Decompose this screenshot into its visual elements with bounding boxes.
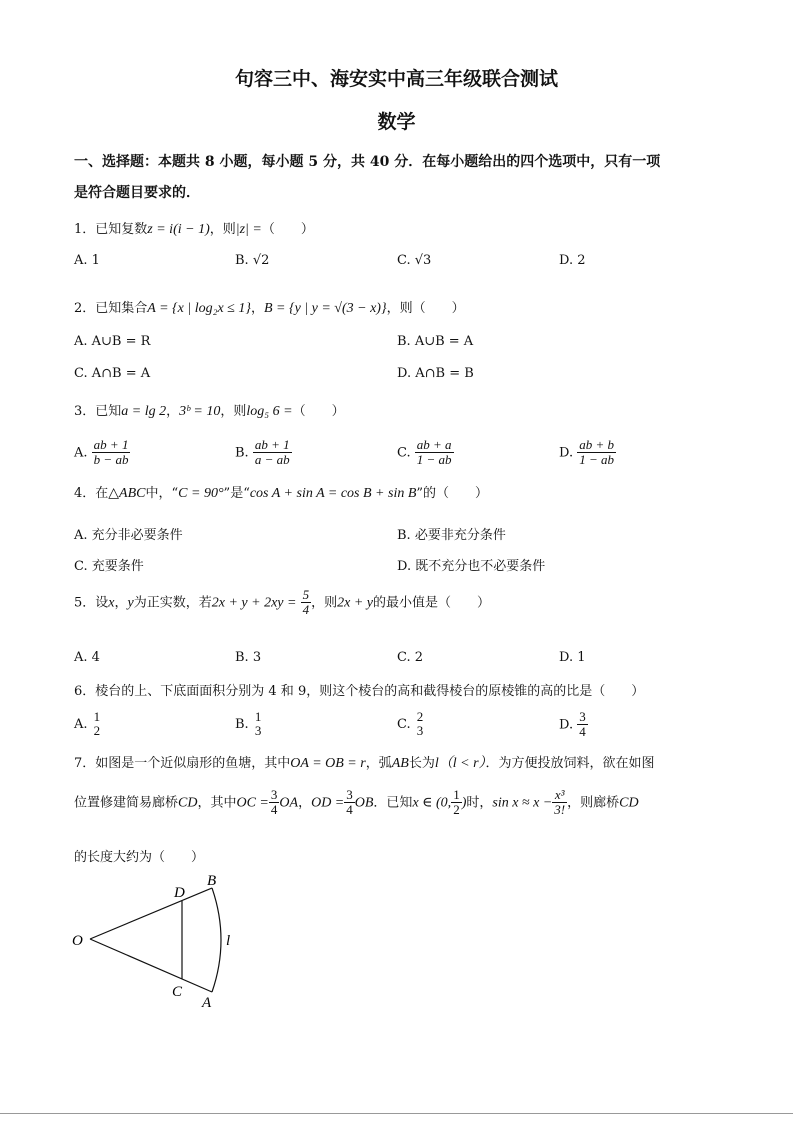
q3-option-b: B. $\frac{ab + 1}{a - ab}$ bbox=[235, 437, 290, 468]
q3-option-d: D. $\frac{ab + b}{1 - ab}$ bbox=[559, 437, 615, 468]
label-o: O bbox=[72, 933, 83, 949]
q1-option-d: D. 2 bbox=[559, 253, 586, 268]
subject-title: 数学 bbox=[377, 111, 416, 133]
q5-option-d: D. 1 bbox=[559, 650, 586, 665]
question-7-line2: 位置修建简易廊桥CD，其中OC = $\frac{3}{4}$ OA，OD = $\frac{3}{4}$ OB．已知x ∈ (0, $\frac{1}{2}$ )时，sin x ≈ x − $\frac{\text{x³}}{3!}$ ，则廊桥CD bbox=[74, 787, 639, 818]
question-6-stem: 6．棱台的上、下底面面积分别为 4 和 9，则这个棱台的高和截得棱台的原棱锥的高的比是（ ） bbox=[74, 684, 645, 699]
question-5-stem: 5．设x，y为正实数，若2x + y + 2xy = $\frac{5}{4}$ ，则2x + y的最小值是（ ） bbox=[74, 587, 490, 618]
q6-option-a: A. 1 2 bbox=[74, 709, 101, 739]
question-4-stem: 4．在△ABC中，“C = 90°”是“cos A + sin A = cos B + sin B”的（ ） bbox=[74, 486, 489, 501]
q5-option-c: C. 2 bbox=[397, 650, 424, 665]
q5-option-b: B. 3 bbox=[235, 650, 262, 665]
q4-option-b: B. 必要非充分条件 bbox=[397, 528, 506, 543]
q2-option-d: D. A∩B = B bbox=[397, 366, 474, 381]
label-c: C bbox=[172, 984, 183, 1000]
q1-option-a: A. 1 bbox=[74, 253, 100, 268]
q5-option-a: A. 4 bbox=[74, 650, 100, 665]
segment-ob bbox=[90, 888, 212, 939]
label-a: A bbox=[202, 995, 212, 1011]
section-heading-line1: 一、选择题：本题共 8 小题，每小题 5 分，共 40 分．在每小题给出的四个选项中，只有一项 bbox=[74, 154, 661, 170]
question-7-line3: 的长度大约为（ ） bbox=[74, 850, 205, 865]
q6-option-c: C. 2 3 bbox=[397, 709, 424, 739]
question-7-line1: 7．如图是一个近似扇形的鱼塘，其中OA = OB = r，弧AB长为l（l < r）．为方便投放饲料，欲在如图 bbox=[74, 756, 655, 771]
q6-option-b: B. 1 3 bbox=[235, 709, 262, 739]
q3-option-a: A. $\frac{ab + 1}{b - ab}$ bbox=[74, 437, 129, 468]
q3-option-c: C. $\frac{ab + a}{1 - ab}$ bbox=[397, 437, 452, 468]
label-l: l bbox=[226, 933, 231, 949]
question-3-stem: 3．已知a = lg 2，3ᵇ = 10，则log₅ 6 =（ ） bbox=[74, 404, 345, 419]
question-1-stem: 1．已知复数z = i(i − 1)，则|z| =（ ） bbox=[74, 222, 314, 237]
q1-option-c: C. √3 bbox=[397, 253, 432, 268]
q2-option-a: A. A∪B = R bbox=[74, 334, 151, 349]
q2-option-b: B. A∪B = A bbox=[397, 334, 474, 349]
page-footer-line bbox=[0, 1113, 793, 1114]
q4-option-a: A. 充分非必要条件 bbox=[74, 528, 183, 543]
segment-oa bbox=[90, 939, 212, 992]
section-heading-line2: 是符合题目要求的． bbox=[74, 185, 200, 201]
q2-option-c: C. A∩B = A bbox=[74, 366, 151, 381]
q6-option-d: D. $\frac{3}{4}$ bbox=[559, 709, 586, 740]
arc-ab bbox=[212, 888, 221, 992]
sector-figure bbox=[66, 868, 246, 1013]
exam-title: 句容三中、海安实中高三年级联合测试 bbox=[234, 68, 558, 90]
label-b: B bbox=[207, 873, 217, 889]
q1-option-b: B. √2 bbox=[235, 253, 270, 268]
label-d: D bbox=[174, 885, 185, 901]
q4-option-c: C. 充要条件 bbox=[74, 559, 144, 574]
question-2-stem: 2．已知集合A = {x | log₂x ≤ 1}，B = {y | y = √(3 − x)}，则（ ） bbox=[74, 301, 465, 316]
q4-option-d: D. 既不充分也不必要条件 bbox=[397, 559, 546, 574]
